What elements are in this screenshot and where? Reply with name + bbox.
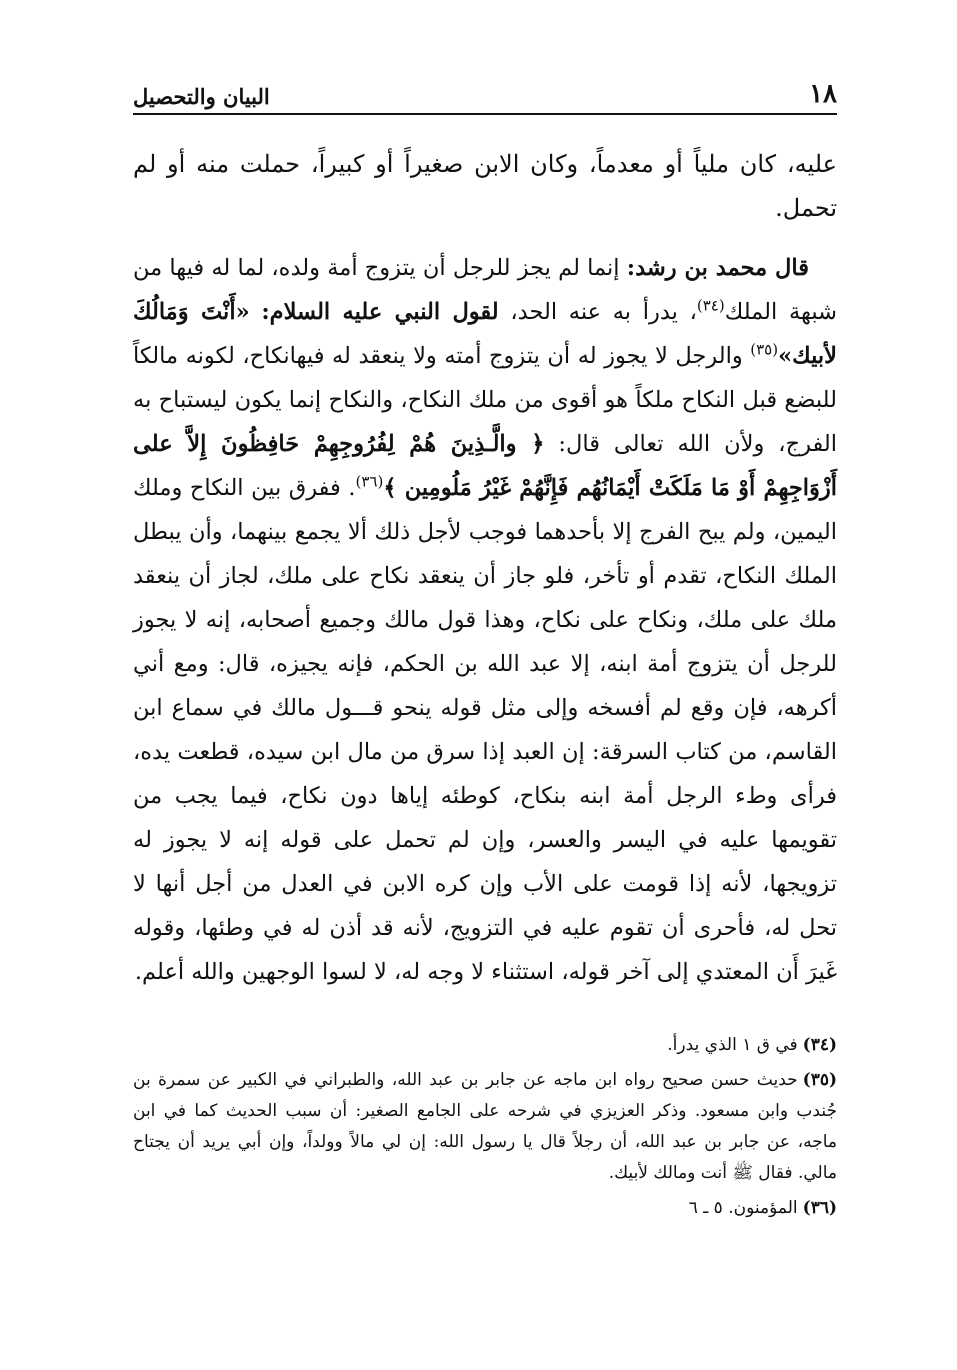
footnote-text: في ق ١ الذي يدرأ. xyxy=(667,1035,798,1055)
page-header xyxy=(133,78,837,112)
paragraph-text: . ففرق بين النكاح وملك اليمين، ولم يبح الفرج إلا بأحدهما فوجب لأجل ذلك ألا يجمع بينهما، وأن يبطل الملك النكاح، تقدم أو تأخر، فلو جاز أن ينعقد نكاح على ملك، لجاز أن ينعقد ملك على ملك، ونكاح على نكاح، وهذا قول مالك وجميع أصحابه، إنه لا يجوز للرجل أن يتزوج أمة ابنه، إلا عبد الله بن الحكم، فإنه يجيزه، قال: ومع أني أكرهه، فإن وقع لم أفسخه وإلى مثل قوله ينحو قـــول مالك في سماع ابن القاسم، من كتاب السرقة: إن العبد إذا سرق من مال ابن سيده، قطعت يده، فرأى وطء الرجل أمة ابنه بنكاح، كوطئه إياها دون نكاح، فيما يجب من تقويمها عليه في اليسر والعسر، وإن لم تحمل على قوله إنه لا يجوز له تزويجها، لأنه إذا قومت على الأب وإن كره الابن في العدل من أجل أنها لا تحل له، فأحرى أن تقوم عليه في التزويج، لأنه قد أذن له في وطئها، وقوله غَيرَ أَن المعتدي إلى آخر قوله، استثناء لا وجه له، لا لسوا الوجهين والله أعلم. xyxy=(133,475,837,985)
speaker-attribution: قال محمد بن رشد: xyxy=(626,255,810,281)
footnote-ref-35: (٣٥) xyxy=(750,340,779,359)
footnote-number: (٣٤) xyxy=(802,1035,837,1055)
paragraph-text: إنما لم يجز للرجل أن يتزوج أمة ولده، لما له فيها من شبهة الملك xyxy=(133,255,838,325)
paragraph-text: ، يدرأ به عنه الحد، xyxy=(510,299,697,325)
footnote-text: المؤمنون. ٥ ـ ٦ xyxy=(688,1198,798,1218)
quran-verse: ﴿ والَّـذِينَ هُمْ لِفُرُوجِهِمْ حَافِظُونَ إِلاَّ على أَزْوَاجِهِمْ أَوْ مَا مَلَكَتْ أَيْمَانُهُم فَإِنَّهُمْ غَيْرُ مَلُومِين ﴾ xyxy=(133,431,837,501)
footnotes xyxy=(133,1030,837,1224)
footnote-text: حديث حسن صحيح رواه ابن ماجه عن جابر بن عبد الله، والطبراني في الكبير عن سمرة بن جُندب وابن مسعود. وذكر العزيزي في شرحه على الجامع الصغير: أن سبب الحديث كما في ابن ماجه، عن جابر بن عبد الله، أن رجلاً قال يا رسول الله: إن لي مالاً وولداً، وإن أبي يريد أن يجتاح مالي. فقال ﷺ أنت ومالك لأبيك. xyxy=(133,1070,837,1183)
footnote-ref-34: (٣٤) xyxy=(696,296,725,315)
page-number: ١٨ xyxy=(809,79,837,109)
main-text xyxy=(133,142,837,994)
footnote-ref-36: (٣٦) xyxy=(355,472,384,491)
hadith-intro: لقول النبي عليه السلام: xyxy=(261,299,499,325)
commentary-paragraph xyxy=(133,246,837,994)
header-rule xyxy=(133,113,837,115)
running-title: البيان والتحصيل xyxy=(133,84,270,109)
footnote-36 xyxy=(133,1193,837,1224)
opening-paragraph: عليه، كان ملياً أو معدماً، وكان الابن صغيراً أو كبيراً، حملت منه أو لم تحمل. xyxy=(133,150,837,222)
hadith-quote: «أَنْتَ وَمَالُكَ لأبيك» xyxy=(133,299,838,369)
paragraph-text: والرجل لا يجوز له أن يتزوج أمته ولا ينعقد له فيهانكاح، لكونه مالكاً للبضع قبل النكاح ملكاً هو أقوى من ملك النكاح، والنكاح إنما يكون ليستباح به الفرج، ولأن الله تعالى قال: xyxy=(133,343,837,457)
footnote-number: (٣٥) xyxy=(802,1070,837,1090)
footnote-34 xyxy=(133,1030,837,1061)
footnote-35 xyxy=(133,1065,837,1189)
footnote-number: (٣٦) xyxy=(802,1198,837,1218)
